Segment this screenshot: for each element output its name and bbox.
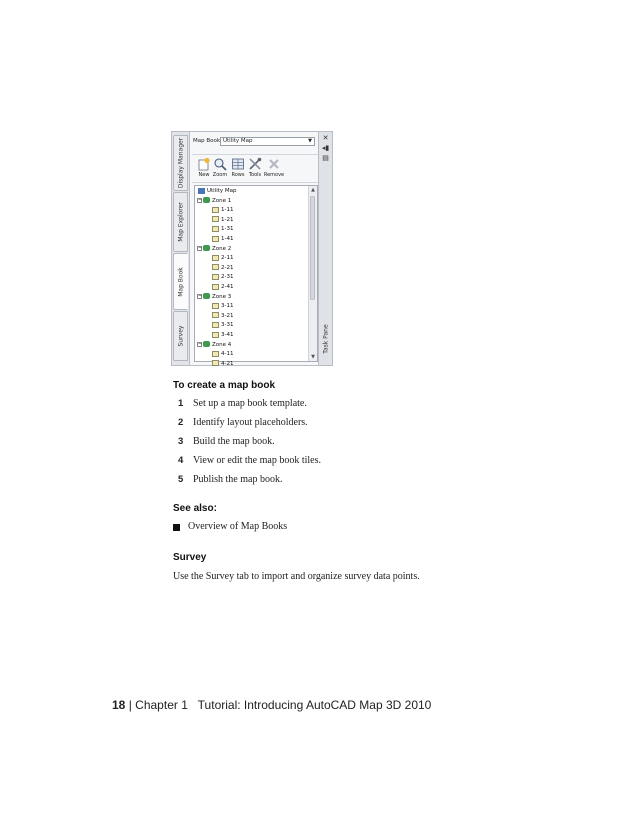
scroll-thumb[interactable] (310, 196, 315, 300)
vertical-tab-strip (172, 132, 190, 365)
step-number: 1 (178, 398, 184, 409)
pin-icon[interactable]: ◂▮ (321, 144, 330, 152)
map-book-task-pane (171, 131, 333, 366)
step-number: 5 (178, 474, 184, 485)
tree-node-label: Zone 3 (212, 293, 232, 300)
tree-tile[interactable] (212, 225, 233, 234)
tools-label: Tools (248, 172, 262, 178)
tree-tile[interactable] (212, 264, 233, 273)
tree-zone[interactable] (197, 341, 231, 350)
step-text: Build the map book. (193, 436, 275, 447)
tree-tile[interactable] (212, 331, 233, 340)
step-number: 2 (178, 417, 184, 428)
tile-icon (212, 226, 219, 232)
tree-tile[interactable] (212, 302, 233, 311)
tile-icon (212, 312, 219, 318)
step-text: Set up a map book template. (193, 398, 307, 409)
tree-tile[interactable] (212, 206, 233, 215)
menu-icon[interactable]: ▤ (322, 154, 329, 162)
map-book-select-value: Utility Map (223, 138, 253, 144)
tree-tile[interactable] (212, 254, 233, 263)
tree-node-label: Zone 4 (212, 341, 232, 348)
tree-zone[interactable] (197, 197, 231, 206)
section-heading: To create a map book (173, 380, 276, 391)
tree-node-label: 3-11 (221, 303, 234, 310)
zone-icon (203, 341, 210, 347)
zone-icon (203, 293, 210, 299)
tree-node-label: 1-21 (221, 216, 234, 223)
tree-node-label: 2-31 (221, 274, 234, 281)
scroll-up-icon[interactable]: ▲ (311, 187, 315, 193)
tree-zone[interactable] (197, 245, 231, 254)
see-also-heading: See also: (173, 503, 217, 514)
step-number: 3 (178, 436, 184, 447)
tree-node-label: 2-41 (221, 284, 234, 290)
map-book-select[interactable] (220, 137, 315, 146)
tree-node-label: Utility Map (207, 188, 237, 194)
tile-icon (212, 274, 219, 280)
tree-root-utility-map[interactable] (198, 187, 237, 196)
tile-icon (212, 303, 219, 309)
pane-control-bar (318, 132, 332, 365)
map-book-icon (198, 188, 205, 194)
bullet-square-icon (173, 524, 180, 531)
tab-label: Map Explorer (177, 202, 184, 242)
map-book-label: Map Book (193, 138, 221, 144)
step-text: View or edit the map book tiles. (193, 455, 321, 466)
survey-heading: Survey (173, 552, 207, 563)
tab-label: Display Manager (177, 137, 184, 189)
tab-label: Map Book (177, 266, 184, 297)
survey-paragraph: Use the Survey tab to import and organize survey data points. (173, 571, 420, 582)
zone-icon (203, 197, 210, 203)
close-icon[interactable]: ✕ (322, 134, 329, 142)
tile-icon (212, 207, 219, 213)
tree-tile[interactable] (212, 321, 233, 330)
tree-node-label: 2-11 (221, 255, 234, 262)
tab-display-manager[interactable] (173, 135, 188, 191)
new-label: New (198, 172, 210, 178)
tab-label: Survey (177, 325, 184, 347)
tile-icon (212, 284, 219, 290)
tree-scrollbar[interactable] (308, 186, 317, 361)
step-text: Publish the map book. (193, 474, 283, 485)
page-number: 18 (112, 698, 126, 712)
step-number: 4 (178, 455, 184, 466)
tree-node-label: 2-21 (221, 264, 234, 271)
tree-node-label: Zone 1 (212, 197, 232, 204)
tools-icon (248, 157, 262, 171)
tile-icon (212, 360, 219, 366)
rows-label: Rows (231, 172, 245, 178)
map-book-tree (194, 185, 318, 367)
tree-tile[interactable] (212, 350, 233, 359)
footer-separator: | (128, 698, 132, 712)
remove-label: Remove (263, 172, 285, 178)
tree-tile[interactable] (212, 312, 233, 321)
step-text: Identify layout placeholders. (193, 417, 308, 428)
tab-survey[interactable] (173, 311, 188, 361)
see-also-link[interactable]: Overview of Map Books (188, 521, 288, 532)
tree-node-label: 4-11 (221, 351, 234, 358)
remove-icon (267, 157, 281, 171)
remove-button[interactable] (263, 157, 285, 178)
tile-icon (212, 322, 219, 328)
tree-zone[interactable] (197, 293, 231, 302)
tree-node-label: 4-21 (221, 360, 234, 367)
tree-node-label: 3-41 (221, 332, 234, 338)
page-footer (112, 698, 431, 712)
tile-icon (212, 216, 219, 222)
zoom-icon (213, 157, 227, 171)
tile-icon (212, 351, 219, 357)
zoom-label: Zoom (212, 172, 228, 178)
tree-node-label: 1-41 (221, 236, 234, 242)
tree-tile[interactable] (212, 360, 233, 369)
task-pane-label: Task Pane (322, 324, 329, 354)
collapse-icon[interactable]: − (198, 340, 203, 347)
tile-icon (212, 332, 219, 338)
map-book-panel (190, 132, 320, 365)
tab-map-book[interactable] (173, 253, 188, 310)
rows-icon (231, 157, 245, 171)
collapse-icon[interactable]: − (198, 292, 203, 299)
tree-node-label: 1-11 (221, 207, 234, 214)
tree-tile[interactable] (212, 235, 233, 244)
zone-icon (203, 245, 210, 251)
tile-icon (212, 236, 219, 242)
tree-tile[interactable] (212, 216, 233, 225)
tree-node-label: 3-21 (221, 312, 234, 319)
footer-title: Tutorial: Introducing AutoCAD Map 3D 2010 (197, 698, 432, 712)
scroll-down-icon[interactable]: ▼ (311, 354, 315, 360)
tree-tile[interactable] (212, 283, 233, 292)
tree-node-label: 3-31 (221, 322, 234, 329)
collapse-icon[interactable]: − (198, 196, 203, 203)
footer-chapter: Chapter 1 (135, 698, 188, 712)
tile-icon (212, 255, 219, 261)
tile-icon (212, 264, 219, 270)
tree-tile[interactable] (212, 273, 233, 282)
map-book-toolbar (192, 154, 318, 183)
tab-map-explorer[interactable] (173, 192, 188, 252)
tree-node-label: 1-31 (221, 226, 234, 233)
collapse-icon[interactable]: − (198, 244, 203, 251)
tree-node-label: Zone 2 (212, 245, 232, 252)
dropdown-arrow-icon: ▼ (308, 138, 312, 144)
